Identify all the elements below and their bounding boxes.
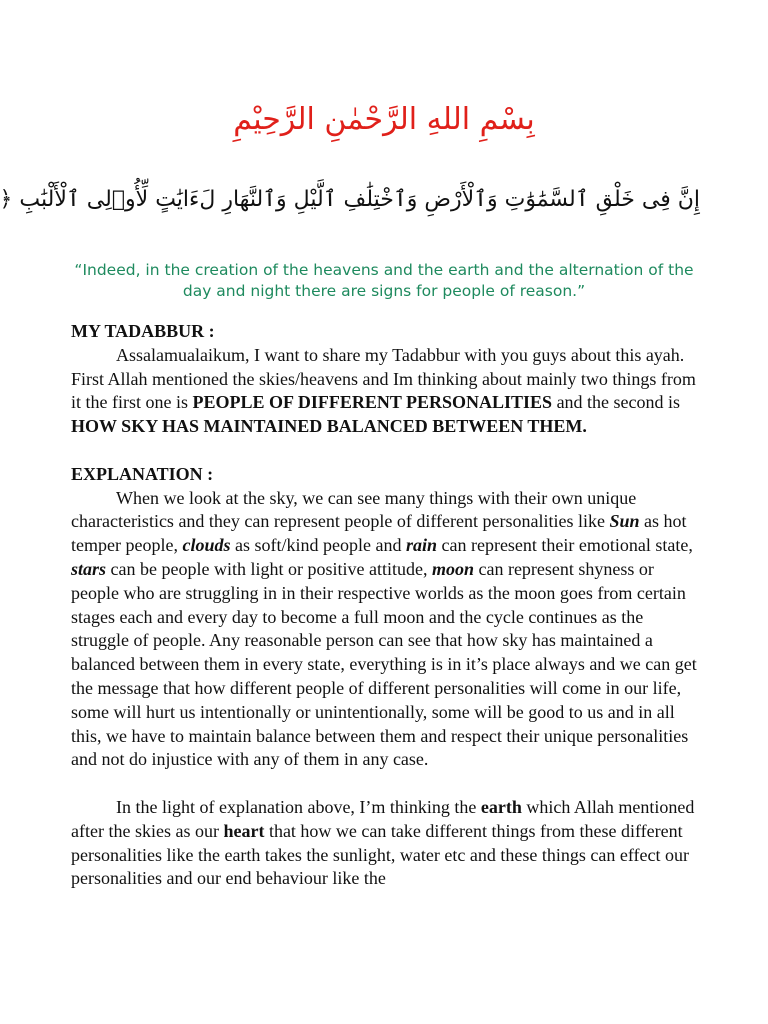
paragraph-text: which Allah mentioned after the skies as our <box>71 796 695 841</box>
paragraph-text: Assalamualaikum, I want to share my Tadabbur with you guys about this ayah. First Allah mentioned the skies/heavens and Im thinking about mainly two things from it the first one is <box>71 344 696 413</box>
paragraph-text: When we look at the sky, we can see many things with their own unique characteristics and they can represent people of different personalities like <box>71 487 637 532</box>
bismillah-heading: بِسْمِ اللهِ الرَّحْمٰنِ الرَّحِيْمِ <box>233 102 535 137</box>
body-content <box>71 320 701 891</box>
close-quote: ” <box>577 282 586 300</box>
quran-ayah: إِنَّ فِى خَلْقِ ٱلسَّمَٰوَٰتِ وَٱلْأَرْضِ وَٱخْتِلَٰفِ ٱلَّيْلِ وَٱلنَّهَارِ لَءَايَٰتٍ لِّأُو۟لِى ٱلْأَلْبَٰبِ ﴿ <box>0 187 700 212</box>
emphasis-earth: earth <box>480 796 522 817</box>
emphasis-moon: moon <box>431 558 474 579</box>
paragraph-text: can represent shyness or people who are struggling in in their respective worlds as the moon goes from certain stages each and every day to become a full moon and the cycle continues as the struggle of people. Any reasonable person can see that how sky has maintained a balanced between them in every state, everything is in it’s place always and we can get the message that how different people of different personalities will come in our life, some will hurt us intentionally or unintentionally, some will be good to us and in all this, we have to maintain balance between them and respect their unique personalities and not do injustice with any of them in any case. <box>71 558 697 770</box>
paragraph-text: and the second is <box>552 392 681 413</box>
emphasis-stars: stars <box>71 558 107 579</box>
explanation-paragraph <box>71 487 701 773</box>
emphasis-heart: heart <box>223 820 265 841</box>
paragraph-text: In the light of explanation above, I’m thinking the <box>116 796 481 817</box>
emphasis-sun: Sun <box>609 511 640 532</box>
spacer <box>71 772 701 796</box>
explanation-heading: EXPLANATION : <box>71 463 214 484</box>
tadabbur-heading: MY TADABBUR : <box>71 321 215 341</box>
paragraph-text: as hot temper people, <box>71 511 687 556</box>
ayah-translation <box>60 260 708 302</box>
emphasis-personalities: PEOPLE OF DIFFERENT PERSONALITIES <box>192 392 553 413</box>
open-quote: “ <box>74 261 83 279</box>
tadabbur-paragraph <box>71 344 701 439</box>
earth-paragraph <box>71 796 701 891</box>
paragraph-text: can represent their emotional state, <box>436 535 693 556</box>
paragraph-text: that how we can take different things from these different personalities like the earth takes the sunlight, water etc and these things can effect our personalities and our end behaviour like the <box>71 820 689 889</box>
emphasis-balance: HOW SKY HAS MAINTAINED BALANCED BETWEEN THEM. <box>71 416 587 437</box>
emphasis-rain: rain <box>405 535 437 556</box>
paragraph-text: as soft/kind people and <box>230 535 406 556</box>
spacer <box>71 439 701 463</box>
emphasis-clouds: clouds <box>182 535 231 556</box>
translation-text: Indeed, in the creation of the heavens and the earth and the alternation of the day and night there are signs for people of reason. <box>82 261 694 300</box>
paragraph-text: can be people with light or positive attitude, <box>106 558 432 579</box>
